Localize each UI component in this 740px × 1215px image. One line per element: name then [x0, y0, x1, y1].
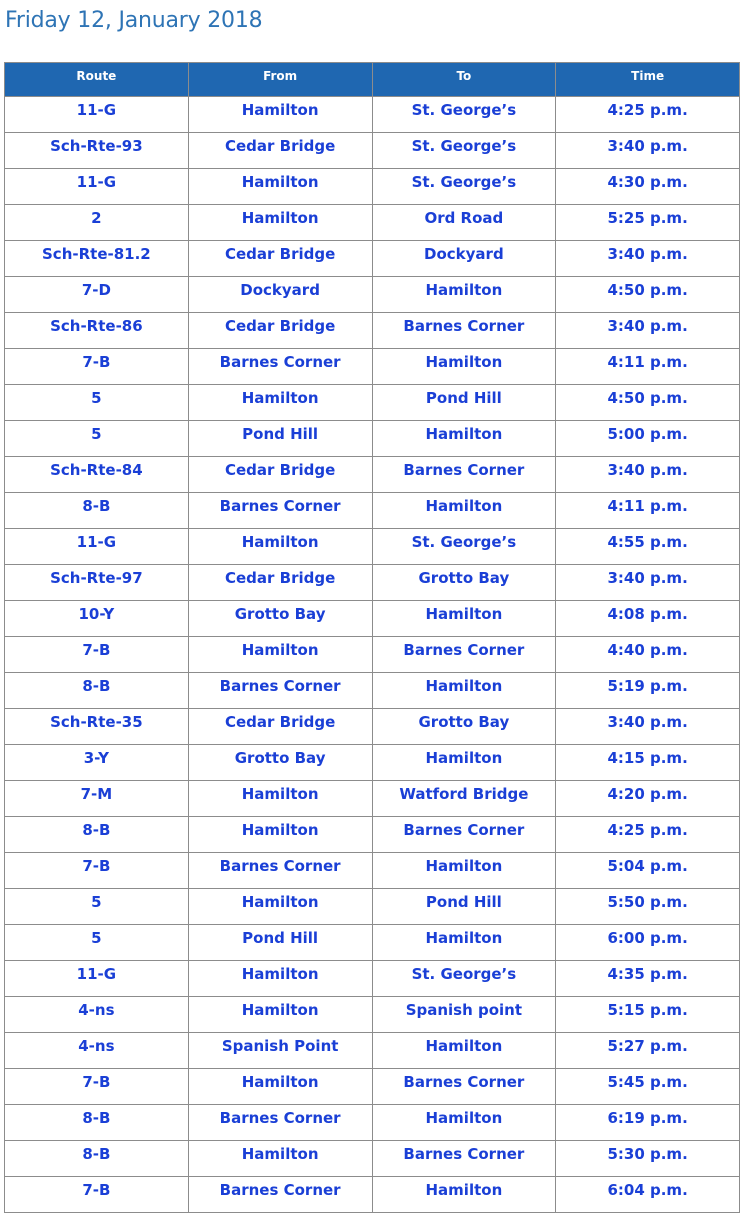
cell-from: Spanish Point	[188, 1033, 372, 1069]
table-row	[5, 133, 740, 169]
cell-to: St. George’s	[372, 133, 556, 169]
cell-from: Hamilton	[188, 205, 372, 241]
cell-route: 5	[5, 421, 189, 457]
cell-from: Hamilton	[188, 781, 372, 817]
cell-route: 4-ns	[5, 1033, 189, 1069]
cell-to: Hamilton	[372, 421, 556, 457]
cell-to: Barnes Corner	[372, 817, 556, 853]
cell-route: 11-G	[5, 961, 189, 997]
cell-route: 8-B	[5, 1141, 189, 1177]
table-row	[5, 961, 740, 997]
table-row	[5, 853, 740, 889]
cell-to: Grotto Bay	[372, 709, 556, 745]
cell-time: 4:11 p.m.	[556, 493, 740, 529]
cell-to: Hamilton	[372, 853, 556, 889]
cell-from: Hamilton	[188, 817, 372, 853]
cell-to: St. George’s	[372, 169, 556, 205]
cell-route: Sch-Rte-84	[5, 457, 189, 493]
cell-time: 4:50 p.m.	[556, 277, 740, 313]
cell-route: Sch-Rte-93	[5, 133, 189, 169]
cell-to: Hamilton	[372, 673, 556, 709]
cell-from: Barnes Corner	[188, 493, 372, 529]
table-header	[5, 63, 740, 97]
cell-route: 7-M	[5, 781, 189, 817]
cell-route: 3-Y	[5, 745, 189, 781]
cell-from: Barnes Corner	[188, 1177, 372, 1213]
cell-route: 11-G	[5, 169, 189, 205]
cell-time: 3:40 p.m.	[556, 133, 740, 169]
table-row	[5, 925, 740, 961]
table-row	[5, 1105, 740, 1141]
cell-from: Cedar Bridge	[188, 313, 372, 349]
cell-time: 5:45 p.m.	[556, 1069, 740, 1105]
table-row	[5, 385, 740, 421]
table-row	[5, 817, 740, 853]
cell-from: Barnes Corner	[188, 673, 372, 709]
cell-from: Hamilton	[188, 637, 372, 673]
cell-from: Cedar Bridge	[188, 457, 372, 493]
cell-route: Sch-Rte-97	[5, 565, 189, 601]
cell-route: Sch-Rte-35	[5, 709, 189, 745]
table-row	[5, 97, 740, 133]
cell-from: Grotto Bay	[188, 601, 372, 637]
cell-time: 4:35 p.m.	[556, 961, 740, 997]
cell-to: Hamilton	[372, 1177, 556, 1213]
cell-route: 4-ns	[5, 997, 189, 1033]
cell-from: Hamilton	[188, 889, 372, 925]
table-row	[5, 493, 740, 529]
cell-time: 4:08 p.m.	[556, 601, 740, 637]
table-row	[5, 349, 740, 385]
cell-route: 7-B	[5, 349, 189, 385]
table-row	[5, 745, 740, 781]
column-header-to: To	[372, 63, 556, 97]
cell-from: Hamilton	[188, 1141, 372, 1177]
cell-from: Grotto Bay	[188, 745, 372, 781]
column-header-time: Time	[556, 63, 740, 97]
cell-time: 5:15 p.m.	[556, 997, 740, 1033]
table-row	[5, 457, 740, 493]
cell-to: Hamilton	[372, 277, 556, 313]
cell-to: Dockyard	[372, 241, 556, 277]
table-row	[5, 889, 740, 925]
cell-route: 8-B	[5, 493, 189, 529]
cell-route: 8-B	[5, 817, 189, 853]
cell-from: Cedar Bridge	[188, 133, 372, 169]
cell-route: 7-B	[5, 637, 189, 673]
cell-time: 4:30 p.m.	[556, 169, 740, 205]
column-header-from: From	[188, 63, 372, 97]
cell-time: 4:11 p.m.	[556, 349, 740, 385]
cell-to: Watford Bridge	[372, 781, 556, 817]
cell-from: Hamilton	[188, 169, 372, 205]
cell-to: Hamilton	[372, 1033, 556, 1069]
cell-from: Hamilton	[188, 97, 372, 133]
table-row	[5, 1141, 740, 1177]
cell-time: 3:40 p.m.	[556, 313, 740, 349]
cell-time: 5:04 p.m.	[556, 853, 740, 889]
cell-to: Barnes Corner	[372, 1069, 556, 1105]
table-row	[5, 565, 740, 601]
cell-route: 8-B	[5, 673, 189, 709]
cell-time: 5:25 p.m.	[556, 205, 740, 241]
cell-to: Spanish point	[372, 997, 556, 1033]
cell-from: Pond Hill	[188, 925, 372, 961]
cell-time: 5:19 p.m.	[556, 673, 740, 709]
cell-time: 6:00 p.m.	[556, 925, 740, 961]
cell-from: Pond Hill	[188, 421, 372, 457]
table-row	[5, 241, 740, 277]
table-row	[5, 313, 740, 349]
cell-to: Hamilton	[372, 1105, 556, 1141]
cell-time: 5:50 p.m.	[556, 889, 740, 925]
cell-to: Barnes Corner	[372, 313, 556, 349]
cell-from: Hamilton	[188, 961, 372, 997]
cell-time: 5:00 p.m.	[556, 421, 740, 457]
cell-route: Sch-Rte-81.2	[5, 241, 189, 277]
cell-to: Barnes Corner	[372, 457, 556, 493]
cell-from: Hamilton	[188, 1069, 372, 1105]
cell-time: 4:50 p.m.	[556, 385, 740, 421]
cell-time: 4:20 p.m.	[556, 781, 740, 817]
cell-time: 3:40 p.m.	[556, 565, 740, 601]
cell-to: St. George’s	[372, 961, 556, 997]
table-row	[5, 277, 740, 313]
cell-route: 11-G	[5, 97, 189, 133]
cell-time: 5:30 p.m.	[556, 1141, 740, 1177]
table-row	[5, 673, 740, 709]
table-row	[5, 1069, 740, 1105]
table-row	[5, 421, 740, 457]
cell-from: Cedar Bridge	[188, 241, 372, 277]
table-row	[5, 781, 740, 817]
cell-route: 7-B	[5, 853, 189, 889]
cell-to: St. George’s	[372, 97, 556, 133]
cell-route: 2	[5, 205, 189, 241]
cell-to: Hamilton	[372, 349, 556, 385]
cell-from: Hamilton	[188, 529, 372, 565]
cell-time: 4:25 p.m.	[556, 97, 740, 133]
cell-time: 5:27 p.m.	[556, 1033, 740, 1069]
cell-route: 10-Y	[5, 601, 189, 637]
cell-time: 6:19 p.m.	[556, 1105, 740, 1141]
cell-route: 5	[5, 385, 189, 421]
cell-to: Pond Hill	[372, 889, 556, 925]
table-row	[5, 997, 740, 1033]
cell-time: 4:25 p.m.	[556, 817, 740, 853]
cell-route: 5	[5, 925, 189, 961]
cell-route: 7-D	[5, 277, 189, 313]
cell-to: Hamilton	[372, 925, 556, 961]
table-row	[5, 1177, 740, 1213]
schedule-table	[4, 62, 740, 1213]
cell-time: 3:40 p.m.	[556, 241, 740, 277]
cell-to: Barnes Corner	[372, 637, 556, 673]
cell-to: St. George’s	[372, 529, 556, 565]
table-row	[5, 529, 740, 565]
cell-time: 6:04 p.m.	[556, 1177, 740, 1213]
header-row	[5, 63, 740, 97]
cell-from: Barnes Corner	[188, 1105, 372, 1141]
column-header-route: Route	[5, 63, 189, 97]
cell-to: Ord Road	[372, 205, 556, 241]
cell-from: Barnes Corner	[188, 349, 372, 385]
table-body	[5, 97, 740, 1213]
cell-to: Grotto Bay	[372, 565, 556, 601]
cell-from: Hamilton	[188, 385, 372, 421]
cell-route: 8-B	[5, 1105, 189, 1141]
page-title: Friday 12, January 2018	[5, 8, 263, 33]
cell-to: Hamilton	[372, 493, 556, 529]
cell-time: 3:40 p.m.	[556, 709, 740, 745]
cell-to: Hamilton	[372, 601, 556, 637]
cell-route: 7-B	[5, 1069, 189, 1105]
cell-to: Pond Hill	[372, 385, 556, 421]
cell-route: 11-G	[5, 529, 189, 565]
table-row	[5, 1033, 740, 1069]
cell-time: 4:40 p.m.	[556, 637, 740, 673]
cell-from: Dockyard	[188, 277, 372, 313]
table-row	[5, 205, 740, 241]
cell-route: Sch-Rte-86	[5, 313, 189, 349]
cell-from: Hamilton	[188, 997, 372, 1033]
cell-from: Cedar Bridge	[188, 565, 372, 601]
cell-route: 7-B	[5, 1177, 189, 1213]
cell-to: Hamilton	[372, 745, 556, 781]
cell-time: 4:15 p.m.	[556, 745, 740, 781]
cell-from: Barnes Corner	[188, 853, 372, 889]
cell-to: Barnes Corner	[372, 1141, 556, 1177]
table-row	[5, 169, 740, 205]
cell-time: 3:40 p.m.	[556, 457, 740, 493]
table-row	[5, 601, 740, 637]
cell-route: 5	[5, 889, 189, 925]
cell-from: Cedar Bridge	[188, 709, 372, 745]
table-row	[5, 637, 740, 673]
table-row	[5, 709, 740, 745]
cell-time: 4:55 p.m.	[556, 529, 740, 565]
